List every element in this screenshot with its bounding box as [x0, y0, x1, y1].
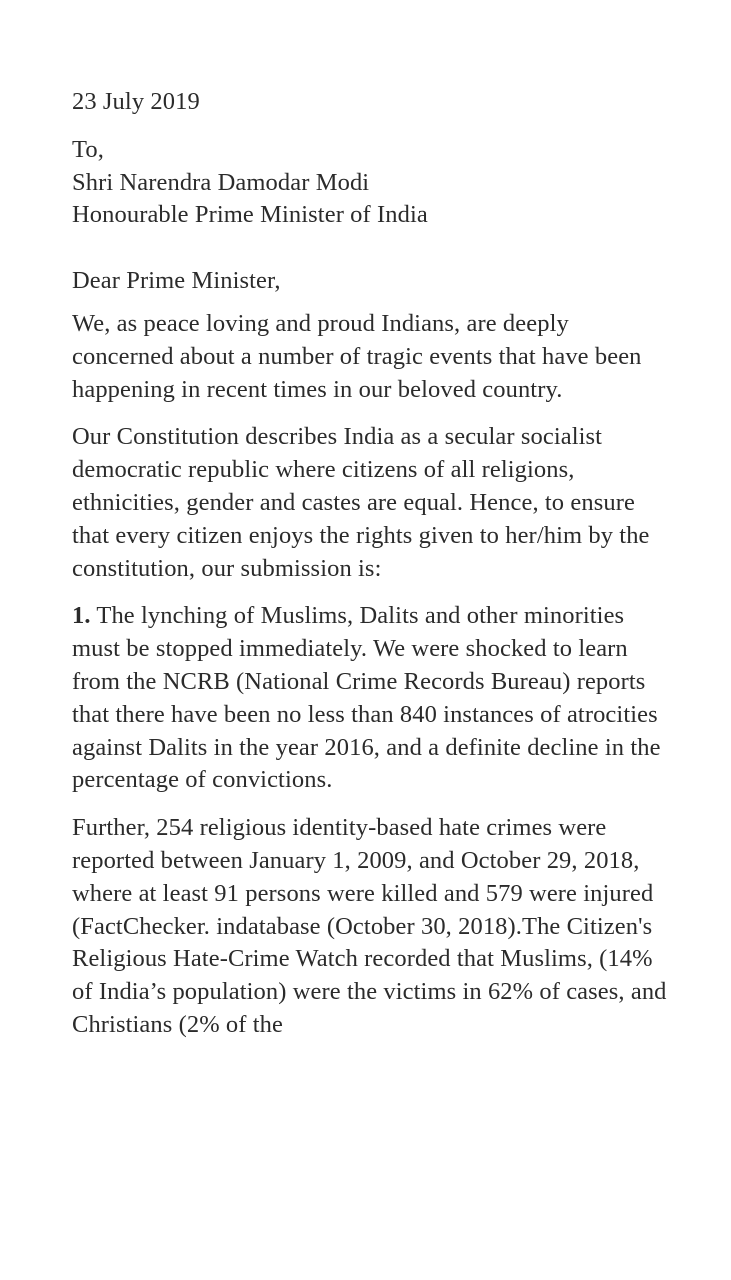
paragraph-further: Further, 254 religious identity-based hate crimes were reported between January 1, 2009, and October 29, 2018, where at least 91 persons were killed and 579 were injured (FactChecker. indatabase (October 30, 2018).The Citizen's Religious Hate-Crime Watch recorded that Muslims, (14% of India’s population) were the victims in 62% of cases, and Christians (2% of the: [72, 814, 667, 1038]
letter-date: 23 July 2019: [72, 88, 200, 115]
paragraph-concern: We, as peace loving and proud Indians, are deeply concerned about a number of tragic events that have been happening in recent times in our beloved country.: [72, 309, 642, 403]
point-1-text: The lynching of Muslims, Dalits and other minorities must be stopped immediately. We were shocked to learn from the NCRB (National Crime Records Bureau) reports that there have been no less than 840 instances of atrocities against Dalits in the year 2016, and a definite decline in the percentage of convictions.: [72, 602, 661, 794]
point-1: [72, 600, 672, 797]
letter-body: [72, 86, 672, 1057]
recipient-title: Honourable Prime Minister of India: [72, 201, 428, 229]
paragraph-constitution: Our Constitution describes India as a secular socialist democratic republic where citizens of all religions, ethnicities, gender and castes are equal. Hence, to ensure that every citizen enjoys the rights given to her/him by the constitution, our submission is:: [72, 423, 650, 582]
recipient-to: To,: [72, 135, 104, 163]
recipient-name: Shri Narendra Damodar Modi: [72, 168, 370, 196]
point-1-number: 1.: [72, 602, 91, 630]
salutation: Dear Prime Minister,: [72, 267, 281, 295]
